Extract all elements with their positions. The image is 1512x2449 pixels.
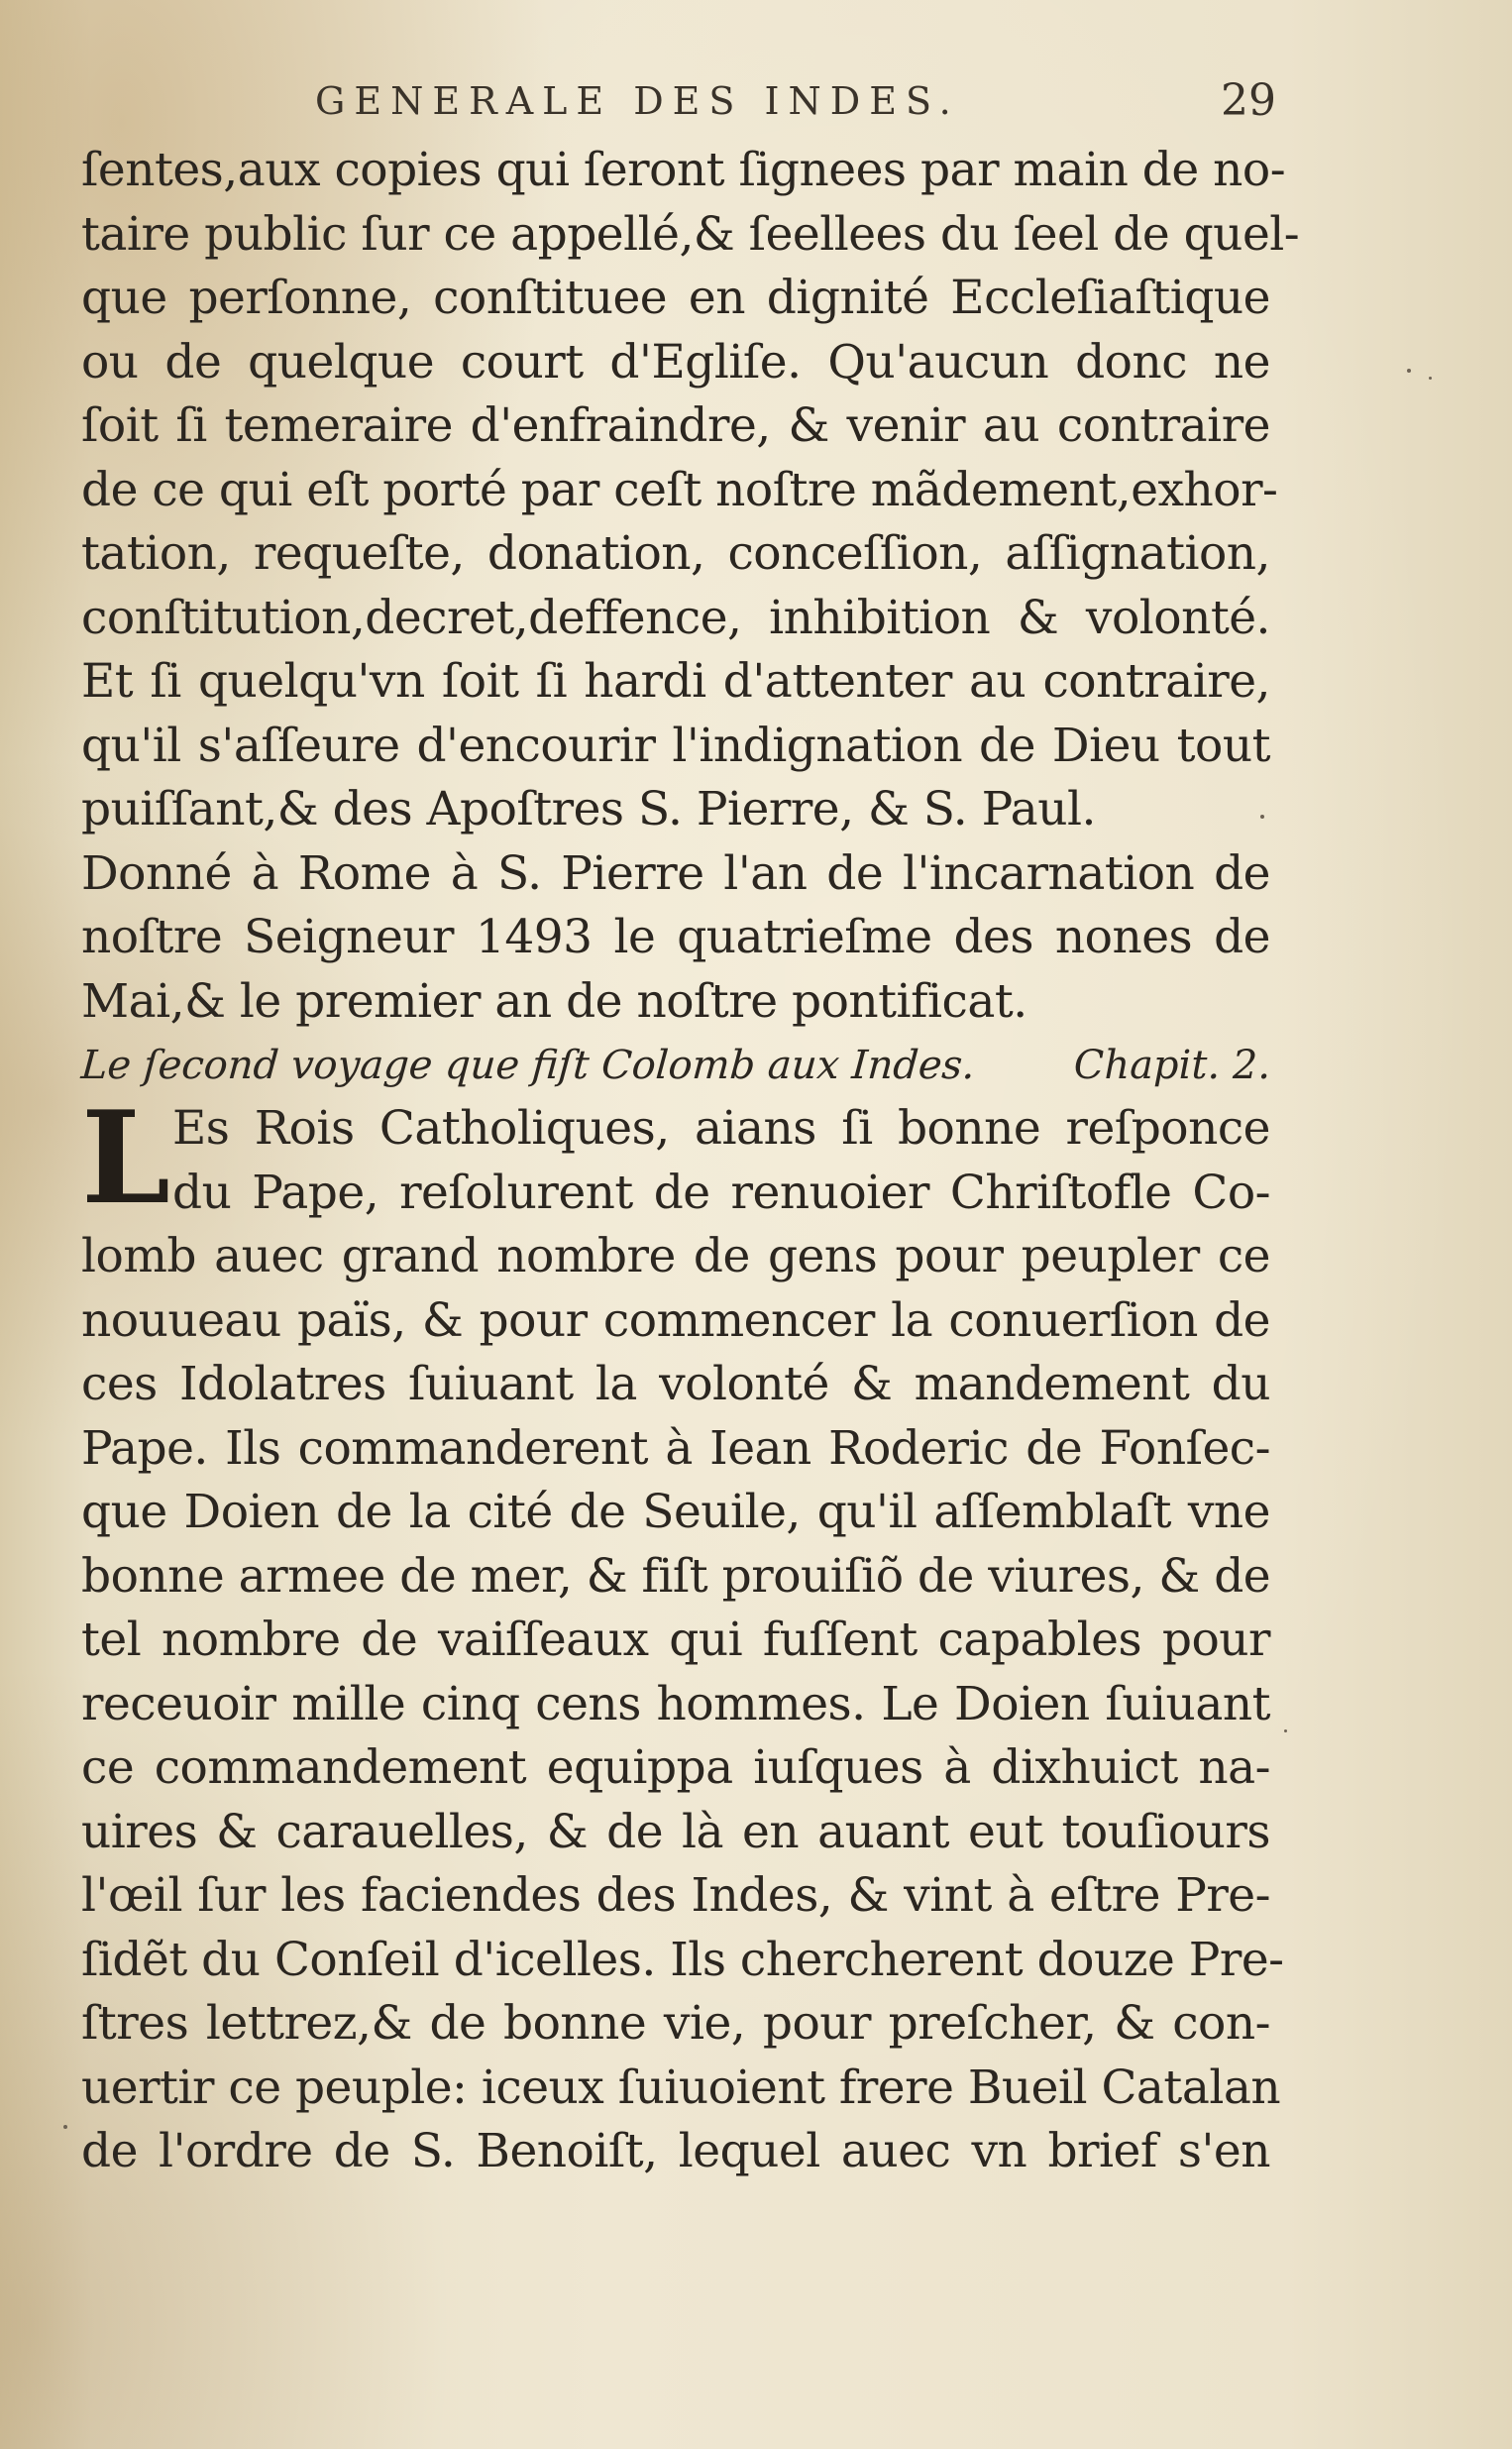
text-line: uires & carauelles, & de là en auant eut touſiours [81,1804,1270,1859]
text-line: Donné à Rome à S. Pierre l'an de l'incarnation de [81,845,1270,901]
drop-cap: L [81,1084,170,1233]
paper-speck [1429,377,1432,380]
text-line: Pape. Ils commanderent à Iean Roderic de Fonſec- [81,1420,1270,1476]
text-line: ſidẽt du Conſeil d'icelles. Ils chercherent douze Pre- [81,1932,1284,1987]
chapter-heading [81,1034,1270,1097]
text-line: Es Rois Catholiques, aians ſi bonne reſponce [172,1101,1270,1156]
text-line: taire public ſur ce appellé,& ſeellees du ſeel de quel- [81,206,1300,262]
paper-speck [63,2125,67,2129]
text-line: du Pape, reſolurent de renuoier Chriſtofle Co- [172,1165,1270,1220]
text-line: conſtitution,decret,deffence, inhibition & volonté. [81,590,1270,645]
text-line: noſtre Seigneur 1493 le quatrieſme des nones de [81,910,1270,964]
text-line: l'œil ſur les faciendes des Indes, & vint à eſtre Pre- [81,1868,1270,1923]
text-line: nouueau païs, & pour commencer la conuerſion de [81,1292,1270,1348]
text-line: uertir ce peuple: iceux ſuiuoient frere Bueil Catalan [81,2059,1281,2115]
text-line: lomb auec grand nombre de gens pour peupler ce [81,1229,1270,1283]
text-line: que perſonne, conſtituee en dignité Eccleſiaſtique [81,271,1270,325]
paragraph-continuation [81,139,1300,1034]
text-line: ces Idolatres ſuiuant la volonté & mandement du [81,1357,1270,1411]
text-line: puiſſant,& des Apoſtres S. Pierre, & S. Paul. [81,782,1096,836]
page-number: 29 [1221,75,1276,126]
text-line: Et ſi quelqu'vn ſoit ſi hardi d'attenter au contraire, [81,654,1270,709]
paper-speck [1407,369,1411,373]
chapter-number: Chapit. 2. [1073,1043,1270,1088]
chapter-body [81,1084,1284,2184]
running-head: GENERALE DES INDES. [315,79,960,123]
text-line: ſoit ſi temeraire d'enfraindre, & venir au contraire [81,398,1270,453]
text-line: ou de quelque court d'Egliſe. Qu'aucun donc ne [81,334,1270,390]
text-line: tel nombre de vaiſſeaux qui fuſſent capables pour [81,1613,1270,1667]
text-line: Mai,& le premier an de noſtre pontificat. [81,973,1027,1029]
page-header [0,75,1512,139]
text-line: de ce qui eſt porté par ceſt noſtre mãdement,exhor- [81,462,1278,517]
text-line: bonne armee de mer, & fiſt prouiſiõ de viures, & de [81,1548,1271,1604]
text-line: ſentes,aux copies qui ſeront ſignees par main de no- [81,143,1286,197]
paper-speck [1284,1729,1287,1732]
text-line: de l'ordre de S. Benoiſt, lequel auec vn brief s'en [81,2124,1270,2178]
paper-speck [1260,815,1264,819]
text-line: receuoir mille cinq cens hommes. Le Doien ſuiuant [81,1676,1270,1731]
body-text [79,139,1300,2184]
text-line: tation, requeſte, donation, conceſſion, aſſignation, [81,526,1270,581]
text-line: ſtres lettrez,& de bonne vie, pour preſcher, & con- [81,1996,1270,2051]
chapter-title: Le ſecond voyage que fiſt Colomb aux Indes. [79,1043,977,1088]
text-line: que Doien de la cité de Seuile, qu'il aſſemblaſt vne [81,1485,1270,1539]
text-line: ce commandement equippa iuſques à dixhuict na- [81,1740,1270,1795]
text-line: qu'il s'aſſeure d'encourir l'indignation de Dieu tout [81,718,1270,773]
